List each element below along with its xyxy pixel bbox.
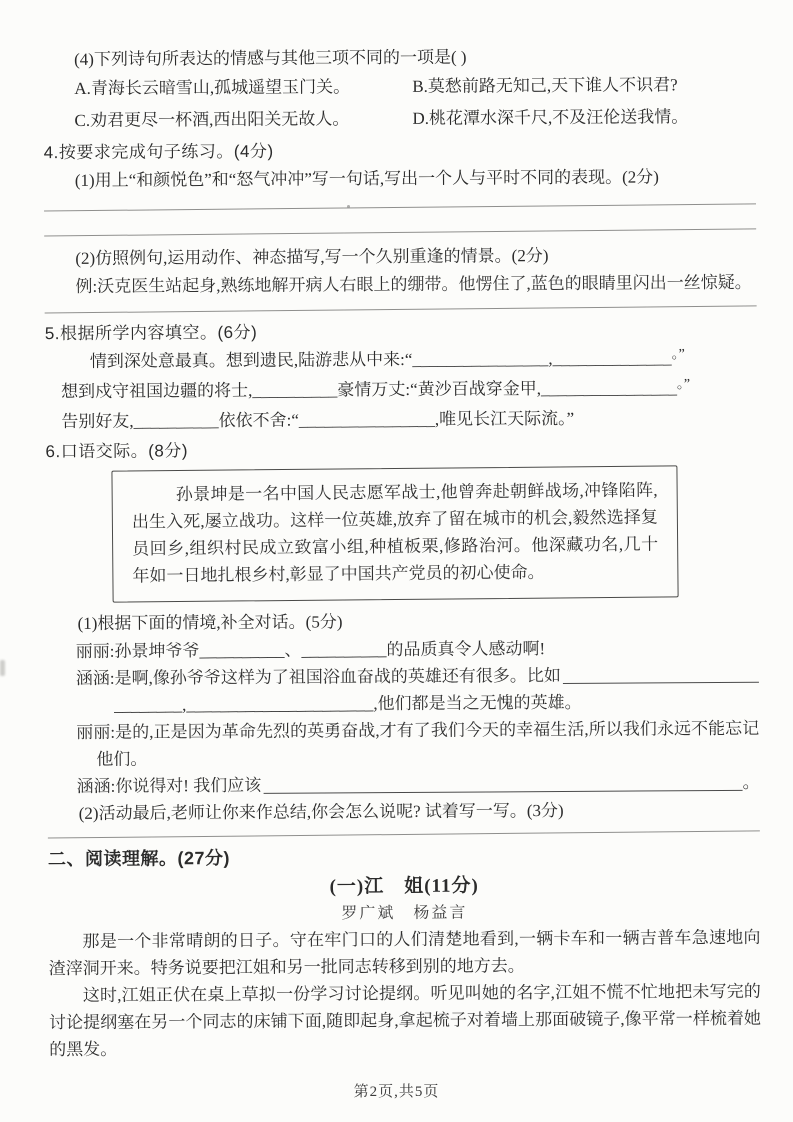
- fill-blank: [263, 790, 742, 794]
- question-4-sub2-prompt: (2)仿照例句,运用动作、神态描写,写一个久别重逢的情景。(2分): [75, 246, 549, 268]
- fill-blank: __________: [133, 411, 219, 431]
- question-6-sub2-prompt: (2)活动最后,老师让你来作总结,你会怎么说呢? 试着写一写。(3分): [78, 800, 564, 823]
- reading-material-box: [111, 465, 678, 602]
- question-3-4-options: [74, 70, 755, 135]
- answer-line: [45, 305, 757, 313]
- option-d: D.桃花潭水深千尺,不及汪伦送我情。: [412, 107, 689, 128]
- question-4-sub1-prompt: (1)用上“和颜悦色”和“怒气冲冲”写一句话,写出一个人与平时不同的表现。(2分): [74, 167, 659, 190]
- answer-line: [44, 203, 756, 211]
- passage-paragraph-2: 这时,江姐正伏在桌上草拟一份学习讨论提纲。听见叫她的名字,江姐不慌不忙地把未写完的讨论提纲塞在另一个同志的床铺下面,随即起身,拿起梳子对着墙上那面破镜子,像平常一样梳着她的黑发。: [48, 981, 762, 1060]
- question-6-title: 6.口语交际。(8分): [45, 441, 189, 462]
- question-4-example-sentence: 例:沃克医生站起身,熟练地解开病人右眼上的绷带。他愣住了,蓝色的眼睛里闪出一丝惊疑。: [75, 272, 752, 296]
- option-b: B.莫愁前路无知己,天下谁人不识君?: [412, 75, 678, 96]
- option-a: A.青海长云暗雪山,孤城遥望玉门关。: [74, 77, 351, 98]
- question-6-sub1-prompt: (1)根据下面的情境,补全对话。(5分): [77, 612, 343, 633]
- fill-blank: ________________: [298, 409, 435, 430]
- fill-blank: ________________: [540, 378, 677, 399]
- passage-paragraph-1: 那是一个非常晴朗的日子。守在牢门口的人们清楚地看到,一辆卡车和一辆吉普车急速地向渣滓洞开来。特务说要把江姐和另一批同志转移到别的地方去。: [48, 927, 761, 979]
- dialogue-hanhan-1-continued: ________,______________________,他们都是当之无愧的英雄。: [114, 692, 582, 715]
- reading-material-text: 孙景坤是一名中国人民志愿军战士,他曾奔赴朝鲜战场,冲锋陷阵,出生入死,屡立战功。这样一位英雄,放弃了留在城市的机会,毅然选择复员回乡,组织村民成立致富小组,种植板栗,修路治河。他深藏功名,几十年如一日地扎根乡村,彰显了中国共产党员的初心使命。: [131, 480, 659, 586]
- answer-line: [48, 830, 760, 838]
- dialogue-hanhan-1: 涵涵:是啊,像孙爷爷这样为了祖国浴血奋战的英雄还有很多。比如: [76, 661, 759, 692]
- fill-blank: [563, 682, 759, 684]
- page-number: 第2页,共5页: [353, 1084, 440, 1100]
- section-2-heading: 二、阅读理解。(27分): [47, 848, 231, 870]
- fill-blank: __________: [252, 380, 338, 400]
- option-c: C.劝君更尽一杯酒,西出阳关无故人。: [74, 109, 350, 130]
- fill-blank: ______________: [552, 348, 672, 369]
- question-4-title: 4.按要求完成句子练习。(4分): [43, 141, 274, 163]
- answer-line: [44, 228, 756, 236]
- question-5-line-3: 告别好友,__________依依不舍:“________________,唯见长江天际流。”: [61, 408, 575, 432]
- dialogue-lili-2: 丽丽:是的,正是因为革命先烈的英勇奋战,才有了我们今天的幸福生活,所以我们永远不能忘记他们。: [76, 718, 760, 769]
- question-5-line-2: 想到戍守祖国边疆的将士,__________豪情万丈:“黄沙百战穿金甲,________________。”: [61, 377, 691, 402]
- dialogue-hanhan-2: 涵涵:你说得对! 我们应该 。: [76, 772, 760, 796]
- question-5-line-1: 情到深处意最真。想到遗民,陆游悲从中来:“________________,______________。”: [89, 347, 685, 371]
- fill-blank: ________________: [412, 349, 549, 369]
- dialogue-lili-1: 丽丽:孙景坤爷爷__________、__________的品质真令人感动啊!: [75, 639, 546, 661]
- question-3-4-prompt: (4)下列诗句所表达的情感与其他三项不同的一项是( ): [74, 47, 467, 69]
- reading-passage-authors: 罗广斌 杨益言: [341, 904, 468, 923]
- reading-passage-title: (一)江 姐(11分): [329, 875, 479, 898]
- question-5-title: 5.根据所学内容填空。(6分): [44, 322, 258, 344]
